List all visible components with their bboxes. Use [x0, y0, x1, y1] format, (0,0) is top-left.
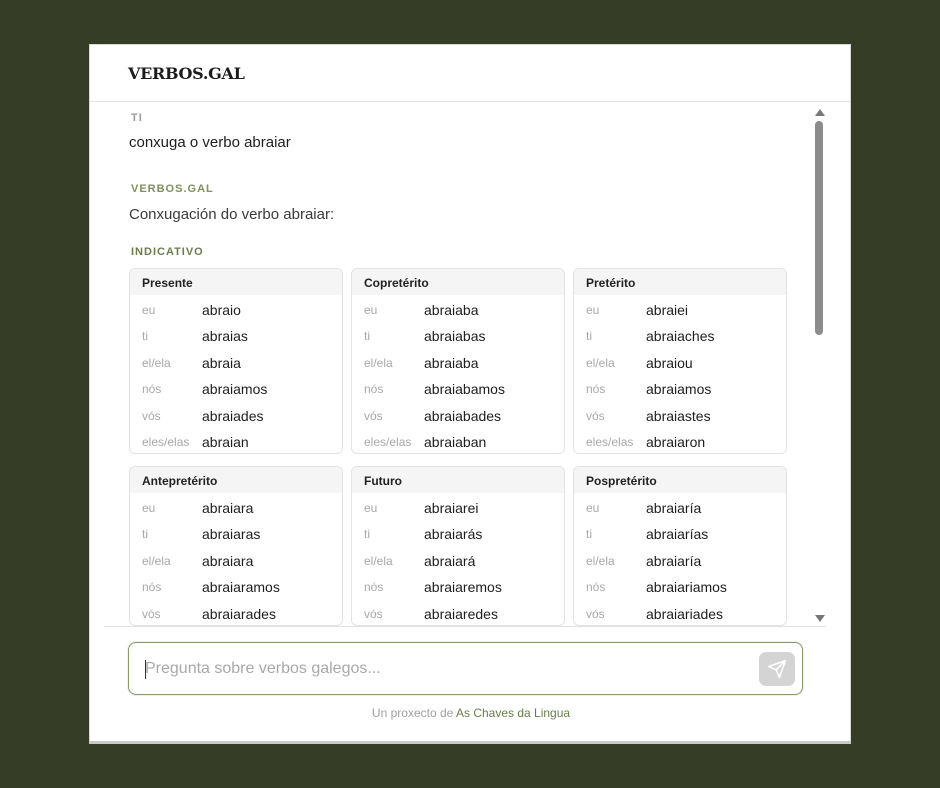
- pronoun: eu: [364, 501, 378, 515]
- verb-form: abraiabamos: [424, 381, 505, 398]
- conjugation-row: [130, 374, 342, 400]
- conjugation-row: [352, 599, 564, 625]
- pronoun: vós: [586, 606, 605, 621]
- verb-form: abraiarás: [424, 526, 483, 543]
- conjugation-row: [130, 321, 342, 347]
- send-button[interactable]: [759, 652, 795, 686]
- conjugation-row: [574, 572, 786, 598]
- pronoun: nós: [586, 382, 606, 397]
- conjugation-row: [130, 599, 342, 625]
- conjugation-row: [352, 493, 564, 519]
- conjugation-row: [352, 374, 564, 400]
- pronoun: nós: [364, 580, 384, 595]
- conjugation-row: [130, 493, 342, 519]
- verb-form: abraiaras: [202, 526, 261, 543]
- user-sender-label: TI: [131, 112, 143, 124]
- tense-name: Copretérito: [352, 269, 564, 295]
- conjugation-row: [574, 599, 786, 625]
- pronoun: eu: [586, 303, 600, 317]
- verb-form: abraias: [202, 328, 248, 345]
- pronoun: eles/elas: [586, 434, 634, 449]
- verb-form: abraian: [202, 433, 249, 450]
- pronoun: el/ela: [364, 355, 393, 370]
- verb-form: abraiamos: [646, 381, 712, 398]
- verb-form: abraio: [202, 302, 241, 318]
- pronoun: ti: [142, 329, 148, 344]
- conjugation-row: [574, 348, 786, 374]
- pronoun: el/ela: [586, 355, 615, 370]
- conjugation-row: [130, 546, 342, 572]
- verb-form: abraia: [202, 354, 241, 371]
- conjugation-row: [352, 401, 564, 427]
- pronoun: nós: [364, 382, 384, 397]
- verb-form: abraiaría: [646, 500, 702, 516]
- verb-form: abraiabades: [424, 407, 502, 424]
- pronoun: vós: [364, 606, 383, 621]
- conjugation-row: [352, 348, 564, 374]
- footer: [90, 706, 852, 720]
- footer-link[interactable]: As Chaves da Lingua: [455, 706, 571, 720]
- bot-intro: Conxugación do verbo abraiar:: [129, 206, 335, 223]
- pronoun: el/ela: [142, 553, 171, 568]
- pronoun: nós: [142, 580, 162, 595]
- scrollbar-thumb[interactable]: [815, 121, 823, 335]
- conjugation-row: [352, 519, 564, 545]
- send-icon: [767, 659, 787, 679]
- conjugation-row: [352, 295, 564, 321]
- verb-form: abraiará: [424, 552, 476, 569]
- verb-form: abraiaba: [424, 302, 479, 318]
- pronoun: eu: [142, 303, 156, 317]
- app-window: [89, 44, 851, 744]
- tense-card: [351, 268, 565, 454]
- pronoun: ti: [142, 527, 148, 542]
- conjugation-row: [574, 427, 786, 453]
- pronoun: eu: [586, 501, 600, 515]
- conjugation-row: [574, 374, 786, 400]
- verb-form: abraiastes: [646, 407, 711, 424]
- pronoun: vós: [586, 408, 605, 423]
- conjugation-row: [352, 572, 564, 598]
- conjugation-row: [130, 427, 342, 453]
- user-message: conxuga o verbo abraiar: [129, 134, 291, 151]
- scroll-down-arrow-icon[interactable]: [815, 615, 825, 622]
- verb-form: abraiamos: [202, 381, 268, 398]
- conjugation-row: [574, 519, 786, 545]
- pronoun: nós: [142, 382, 162, 397]
- logo[interactable]: VERBOS.GAL: [128, 64, 245, 83]
- tense-name: Pospretérito: [574, 467, 786, 493]
- verb-form: abraiabas: [424, 328, 486, 345]
- verb-form: abraiou: [646, 354, 693, 371]
- conjugation-row: [130, 295, 342, 321]
- scroll-up-arrow-icon[interactable]: [815, 109, 825, 116]
- tense-card: [573, 466, 787, 626]
- verb-form: abraiaredes: [424, 605, 498, 622]
- tense-card: [351, 466, 565, 626]
- verb-form: abraiariades: [646, 605, 724, 622]
- conjugation-row: [574, 546, 786, 572]
- pronoun: el/ela: [142, 355, 171, 370]
- chat-area[interactable]: [104, 103, 826, 627]
- verb-form: abraiara: [202, 500, 254, 516]
- pronoun: eles/elas: [364, 434, 412, 449]
- conjugation-row: [130, 519, 342, 545]
- tense-name: Pretérito: [574, 269, 786, 295]
- message-input[interactable]: [145, 657, 745, 681]
- pronoun: eles/elas: [142, 434, 190, 449]
- conjugation-row: [130, 348, 342, 374]
- message-input-box[interactable]: [128, 642, 803, 695]
- conjugation-row: [352, 427, 564, 453]
- conjugation-row: [352, 321, 564, 347]
- conjugation-row: [130, 572, 342, 598]
- verb-form: abraiaba: [424, 354, 479, 371]
- footer-prefix: Un proxecto de: [371, 706, 456, 720]
- pronoun: eu: [142, 501, 156, 515]
- verb-form: abraiei: [646, 302, 689, 318]
- verb-form: abraiarías: [646, 526, 709, 543]
- verb-form: abraiarei: [424, 500, 479, 516]
- verb-form: abraiaron: [646, 433, 706, 450]
- tense-name: Presente: [130, 269, 342, 295]
- conjugation-row: [574, 321, 786, 347]
- pronoun: vós: [364, 408, 383, 423]
- tense-name: Futuro: [352, 467, 564, 493]
- tense-card: [129, 268, 343, 454]
- verb-form: abraiarades: [202, 605, 276, 622]
- scrollbar[interactable]: [812, 103, 826, 627]
- verb-form: abraiaría: [646, 552, 702, 569]
- conjugation-row: [130, 401, 342, 427]
- mood-heading: INDICATIVO: [131, 246, 204, 258]
- verb-form: abraiades: [202, 407, 264, 424]
- tense-card: [129, 466, 343, 626]
- pronoun: eu: [364, 303, 378, 317]
- conjugation-row: [574, 401, 786, 427]
- tense-name: Antepretérito: [130, 467, 342, 493]
- pronoun: vós: [142, 408, 161, 423]
- header: [90, 45, 850, 102]
- verb-form: abraiariamos: [646, 579, 727, 596]
- conjugation-row: [574, 493, 786, 519]
- tense-card: [573, 268, 787, 454]
- pronoun: el/ela: [586, 553, 615, 568]
- conjugation-row: [352, 546, 564, 572]
- bot-sender-label: VERBOS.GAL: [131, 183, 214, 195]
- pronoun: el/ela: [364, 553, 393, 568]
- conjugation-row: [574, 295, 786, 321]
- pronoun: ti: [364, 527, 370, 542]
- verb-form: abraiaban: [424, 433, 487, 450]
- pronoun: nós: [586, 580, 606, 595]
- pronoun: vós: [142, 606, 161, 621]
- pronoun: ti: [586, 527, 592, 542]
- verb-form: abraiaremos: [424, 579, 502, 596]
- verb-form: abraiaramos: [202, 579, 280, 596]
- verb-form: abraiara: [202, 552, 254, 569]
- verb-form: abraiaches: [646, 328, 715, 345]
- pronoun: ti: [586, 329, 592, 344]
- pronoun: ti: [364, 329, 370, 344]
